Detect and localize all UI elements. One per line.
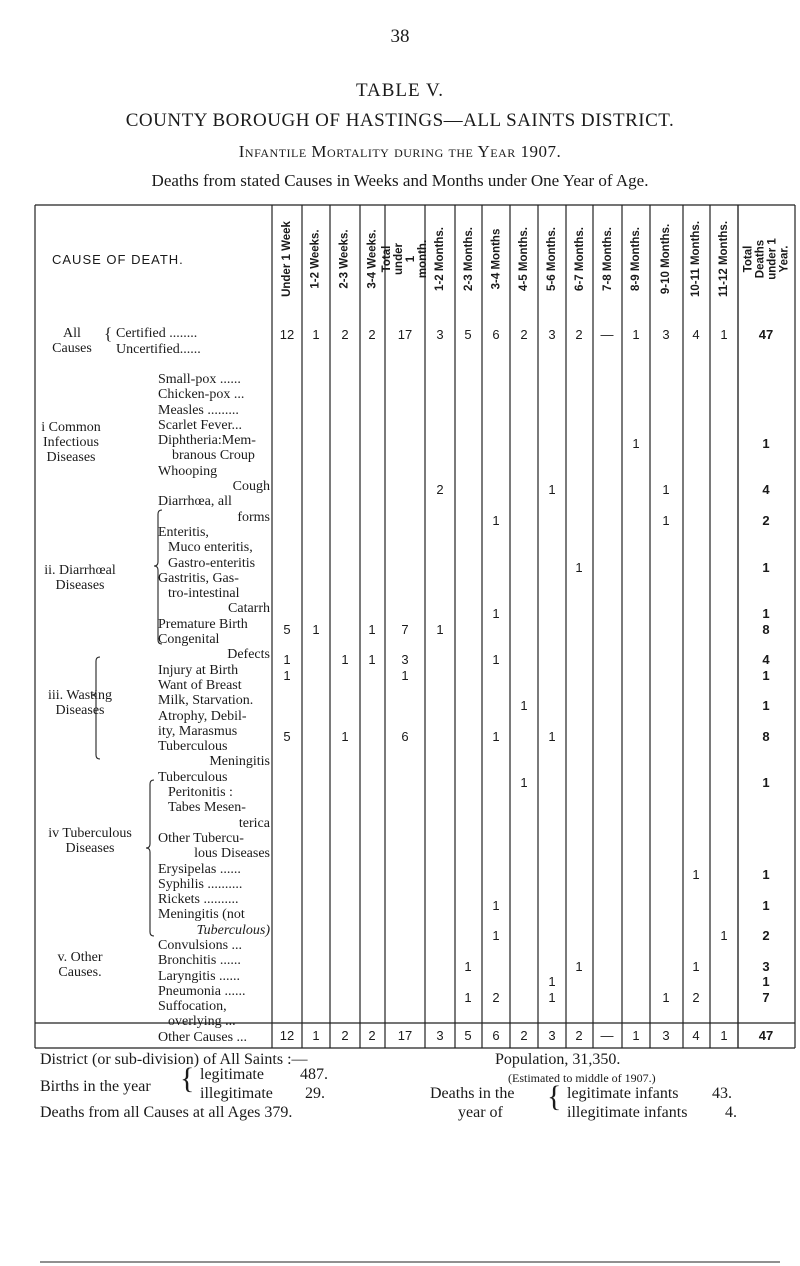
cause-enteritis: Enteritis, (158, 524, 209, 540)
certified-cell: 17 (397, 327, 413, 342)
col-6-7-months: 6-7 Months. (573, 227, 586, 291)
cell-whooping: 1 (548, 482, 556, 497)
col-2-3-weeks: 2-3 Weeks. (339, 229, 351, 289)
certified-cell: 3 (548, 327, 556, 342)
col-total-under-1-month: Total under 1 month. (381, 239, 429, 279)
certified-cell: — (600, 327, 614, 342)
cell-pneumonia: 2 (692, 990, 700, 1005)
cell-diarrhoea: 1 (492, 513, 500, 528)
certified-cell: 2 (341, 327, 349, 342)
cell-whooping: 1 (662, 482, 670, 497)
cause-of-death-header: CAUSE OF DEATH. (52, 252, 184, 267)
cell-defects: 1 (283, 652, 291, 667)
footer-legit-val: 487. (300, 1066, 328, 1083)
footer-legit-inf: legitimate infants (567, 1085, 679, 1102)
cell-tub-men: 1 (762, 775, 770, 790)
certified-cell: 4 (692, 327, 700, 342)
cell-marasmus: 1 (341, 729, 349, 744)
cause-laryngitis: Laryngitis ...... (158, 968, 241, 984)
total-cell: 47 (758, 1028, 774, 1043)
cause-bronchitis: Bronchitis ...... (158, 953, 241, 969)
cause-erysipelas: Erysipelas ...... (158, 861, 241, 877)
cell-injury: 1 (283, 668, 291, 683)
total-cell: 12 (279, 1028, 295, 1043)
cell-pneumonia: 1 (464, 990, 472, 1005)
group-all-causes: All Causes (52, 326, 92, 356)
table-subtitle-2: Infantile Mortality during the Year 1907. (238, 142, 562, 161)
cause-want-of-milk: Want of Breast (158, 677, 242, 693)
certified-label: Certified ........ (116, 326, 198, 341)
total-cell: 2 (575, 1028, 583, 1043)
cell-defects: 3 (401, 652, 409, 667)
cell-defects: 1 (368, 652, 376, 667)
col-total-under-1-year: Total Deaths under 1 Year. (742, 238, 791, 280)
table-subtitle: COUNTY BOROUGH OF HASTINGS—ALL SAINTS DISTRICT. (125, 110, 675, 131)
total-cell: 2 (368, 1028, 376, 1043)
cause-whooping-2: Cough (232, 479, 270, 495)
col-10-11-months: 10-11 Months. (690, 220, 703, 298)
group-other: v. Other Causes. (57, 950, 103, 980)
certified-cell: 2 (575, 327, 583, 342)
cell-catarrh: 1 (492, 606, 500, 621)
footer-births-label: Births in the year (40, 1078, 151, 1095)
col-9-10-months: 9-10 Months. (660, 223, 673, 295)
footer-year-of: year of (458, 1104, 503, 1121)
cell-meningitis: 2 (762, 928, 770, 943)
cell-pneumonia: 1 (662, 990, 670, 1005)
cell-pneumonia: 7 (762, 990, 770, 1005)
cell-bronchitis: 3 (762, 959, 770, 974)
cell-tub-men: 1 (520, 775, 528, 790)
total-cell: 2 (341, 1028, 349, 1043)
cell-pneumonia: 2 (492, 990, 500, 1005)
cell-defects: 1 (492, 652, 500, 667)
cause-muco-enteritis: Muco enteritis, (168, 540, 253, 556)
footer-births-brace: { (180, 1062, 195, 1095)
col-5-6-months: 5-6 Months. (546, 227, 559, 291)
cause-other-tub: Other Tubercu- (158, 830, 244, 846)
cause-atrophy: Atrophy, Debil- (158, 708, 247, 724)
cell-pneumonia: 1 (548, 990, 556, 1005)
cell-defects: 4 (762, 652, 770, 667)
col-1-2-months: 1-2 Months. (434, 227, 447, 291)
footer-district: District (or sub-division) of All Saints :— (40, 1051, 308, 1068)
certified-cell: 2 (520, 327, 528, 342)
cause-meningitis: Meningitis (not (158, 907, 245, 923)
certified-cell: 1 (632, 327, 640, 342)
cause-catarrh: Catarrh (228, 601, 270, 617)
total-cell: 1 (312, 1028, 320, 1043)
cause-small-pox: Small-pox ...... (158, 372, 241, 387)
total-cell: 17 (397, 1028, 413, 1043)
cause-peritonitis: Peritonitis : (168, 785, 233, 801)
cause-diphtheria: Diphtheria:Mem- (158, 433, 256, 449)
cause-tabes: Tabes Mesen- (168, 800, 246, 816)
cell-premature: 1 (436, 622, 444, 637)
cell-marasmus: 5 (283, 729, 291, 744)
cell-marasmus: 8 (762, 729, 770, 744)
col-2-3-months: 2-3 Months. (462, 227, 475, 291)
cause-gastritis: Gastritis, Gas- (158, 570, 239, 586)
cause-diphtheria-2: branous Croup (172, 448, 255, 464)
certified-cell: 2 (368, 327, 376, 342)
cell-defects: 1 (341, 652, 349, 667)
cell-syphilis: 1 (492, 898, 500, 913)
cause-gastro-enteritis: Gastro-enteritis (168, 555, 256, 571)
cell-scarlet: 1 (762, 436, 770, 451)
col-7-8-months: 7-8 Months. (601, 227, 614, 291)
footer-deaths-brace: { (547, 1080, 562, 1113)
total-cell: — (600, 1028, 614, 1043)
group-tuberculous: iv Tuberculous Diseases (48, 826, 132, 856)
footer-illegit-inf-val: 4. (725, 1104, 737, 1121)
cause-pneumonia: Pneumonia ...... (158, 983, 246, 999)
cell-tub-other: 1 (762, 867, 770, 882)
cell-starvation: 1 (520, 698, 528, 713)
total-cell: 3 (662, 1028, 670, 1043)
footer-illegit-inf: illegitimate infants (567, 1104, 688, 1121)
cell-meningitis: 1 (720, 928, 728, 943)
table-title: TABLE V. (355, 80, 445, 101)
cell-starvation: 1 (762, 698, 770, 713)
cell-marasmus: 1 (492, 729, 500, 744)
cause-list-infectious (158, 372, 270, 1045)
cause-starvation: Milk, Starvation. (158, 693, 254, 709)
cause-injury: Injury at Birth (158, 662, 239, 678)
cell-diarrhoea: 2 (762, 513, 770, 528)
cell-scarlet: 1 (632, 436, 640, 451)
cell-gastro: 1 (575, 560, 583, 575)
cell-injury: 1 (762, 668, 770, 683)
certified-cell: 47 (758, 327, 774, 342)
cell-premature: 5 (283, 622, 291, 637)
cell-syphilis: 1 (762, 898, 770, 913)
cell-premature: 1 (312, 622, 320, 637)
footer-legit: legitimate (200, 1066, 264, 1083)
cause-whooping: Whooping (158, 463, 218, 479)
cause-diarrhoea-2: forms (237, 509, 270, 525)
cell-diarrhoea: 1 (662, 513, 670, 528)
total-cell: 3 (548, 1028, 556, 1043)
col-under-1-week: Under 1 Week (281, 221, 294, 297)
cause-rickets: Rickets .......... (158, 892, 239, 908)
col-1-2-weeks: 1-2 Weeks. (310, 229, 322, 289)
cause-tub-meningitis: Meningitis (209, 754, 270, 770)
col-11-12-months: 11-12 Months. (718, 220, 730, 298)
footer-illegit-val: 29. (305, 1085, 325, 1102)
cause-other-causes: Other Causes ... (158, 1029, 248, 1045)
total-cell: 6 (492, 1028, 500, 1043)
cell-whooping: 4 (762, 482, 770, 497)
group-infectious: i Common Infectious Diseases (41, 420, 101, 465)
total-cell: 3 (436, 1028, 444, 1043)
cause-marasmus: ity, Marasmus (158, 723, 238, 739)
footer-illegit: illegitimate (200, 1085, 273, 1102)
cause-convulsions: Convulsions ... (158, 937, 243, 953)
cell-gastro: 1 (762, 560, 770, 575)
group-wasting: iii. Wasting Diseases (48, 688, 112, 718)
certified-cell: 1 (720, 327, 728, 342)
total-cell: 1 (720, 1028, 728, 1043)
certified-cell: 5 (464, 327, 472, 342)
cause-congenital-2: Defects (227, 647, 270, 663)
cause-diarrhoea: Diarrhœa, all (158, 494, 232, 510)
cause-measles: Measles ......... (158, 402, 239, 418)
cell-marasmus: 6 (401, 729, 409, 744)
brace-all: { (104, 324, 113, 343)
col-3-4-months: 3-4 Months (490, 228, 503, 290)
footer-legit-inf-val: 43. (712, 1085, 732, 1102)
footer-deaths-in-the: Deaths in the (430, 1085, 515, 1102)
cause-tabes-2: terica (238, 815, 270, 831)
cause-overlying: overlying ... (168, 1014, 236, 1030)
cell-injury: 1 (401, 668, 409, 683)
cell-premature: 1 (368, 622, 376, 637)
cell-marasmus: 1 (548, 729, 556, 744)
col-4-5-months: 4-5 Months. (518, 227, 531, 291)
cause-meningitis-2: Tuberculous) (196, 922, 270, 938)
cause-premature-birth: Premature Birth (158, 616, 248, 632)
certified-cell: 1 (312, 327, 320, 342)
page-number: 38 (390, 26, 410, 47)
group-diarrhoeal: ii. Diarrhœal Diseases (44, 563, 116, 593)
total-cell: 4 (692, 1028, 700, 1043)
cause-scarlet-fever: Scarlet Fever... (158, 417, 242, 433)
cause-congenital: Congenital (158, 632, 220, 648)
cell-catarrh: 1 (762, 606, 770, 621)
col-8-9-months: 8-9 Months. (630, 227, 643, 291)
certified-cell: 12 (279, 327, 295, 342)
table-subtitle-3: Deaths from stated Causes in Weeks and Months under One Year of Age. (151, 171, 649, 190)
total-cell: 1 (632, 1028, 640, 1043)
cause-gastritis-2: tro-intestinal (168, 586, 240, 602)
cause-suffocation: Suffocation, (158, 999, 227, 1015)
cause-syphilis: Syphilis .......... (158, 876, 243, 892)
certified-cell: 3 (436, 327, 444, 342)
footer-population: Population, 31,350. (495, 1051, 621, 1068)
cause-tuberculous-2: Tuberculous (158, 769, 228, 785)
cell-meningitis: 1 (492, 928, 500, 943)
uncertified-label: Uncertified...... (116, 342, 201, 357)
total-cell: 5 (464, 1028, 472, 1043)
cell-bronchitis: 1 (575, 959, 583, 974)
cause-tuberculous: Tuberculous (158, 739, 228, 755)
cell-laryngitis: 1 (548, 974, 556, 989)
footer-deaths-all: Deaths from all Causes at all Ages 379. (40, 1104, 293, 1121)
cell-laryngitis: 1 (762, 974, 770, 989)
total-cell: 2 (520, 1028, 528, 1043)
certified-cell: 6 (492, 327, 500, 342)
certified-cell: 3 (662, 327, 670, 342)
cell-premature: 8 (762, 622, 770, 637)
cell-whooping: 2 (436, 482, 444, 497)
cell-bronchitis: 1 (464, 959, 472, 974)
col-3-4-weeks: 3-4 Weeks. (366, 229, 379, 289)
cause-chicken-pox: Chicken-pox ... (158, 387, 245, 403)
footer-estimated: (Estimated to middle of 1907.) (508, 1071, 656, 1085)
cell-bronchitis: 1 (692, 959, 700, 974)
cell-premature: 7 (401, 622, 409, 637)
cause-other-tub-2: lous Diseases (194, 846, 270, 862)
cell-tub-other: 1 (692, 867, 700, 882)
